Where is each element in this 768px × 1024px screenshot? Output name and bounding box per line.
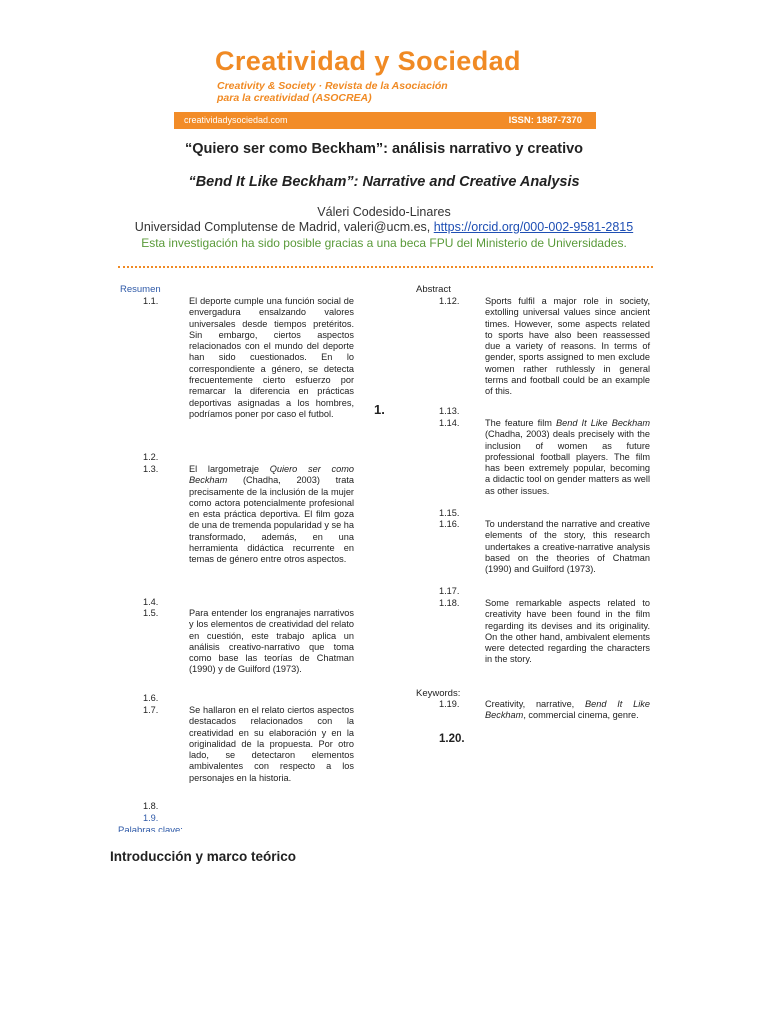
resumen-paragraph <box>189 464 354 566</box>
abstract-paragraph: To understand the narrative and creative elements of the story, this research undertakes a creative-narrative analysis based on the theories of Chatman (1990) and Guilford (1973). <box>485 519 650 575</box>
list-number: 1.2. <box>143 452 159 462</box>
list-number: 1.1. <box>143 296 159 306</box>
list-number: 1.15. <box>439 508 460 518</box>
list-number: 1.5. <box>143 608 159 618</box>
journal-title: Creatividad y Sociedad <box>215 46 521 76</box>
list-number: 1.4. <box>143 597 159 607</box>
text-run: (Chadha, 2003) trata precisamente de la inclusión de la mujer como actora potencialmente profesional en esta práctica deportiva. El film goza de una de tremenda popularidad y se ha transformado, además, en una herramienta didáctica recurrente en temas de género entre otros aspectos. <box>189 475 354 565</box>
affiliation-text: Universidad Complutense de Madrid, valeri@ucm.es, <box>134 220 434 234</box>
list-number: 1.19. <box>439 699 460 709</box>
keywords-heading: Keywords: <box>416 688 461 699</box>
list-number: 1.13. <box>439 406 460 416</box>
list-number: 1.14. <box>439 418 460 428</box>
list-number-large: 1. <box>374 402 385 417</box>
article-title-spanish: “Quiero ser como Beckham”: análisis narrativo y creativo <box>184 141 584 157</box>
keywords-list <box>485 699 650 722</box>
film-title: Quiero ser como Beckham <box>189 464 354 486</box>
abstract-paragraph: Some remarkable aspects related to creativity have been found in the film regarding its devises and its originality. On the other hand, ambivalent elements were detected regarding the characters in the story. <box>485 598 650 665</box>
author-affiliation <box>0 220 768 234</box>
resumen-paragraph: Para entender los engranajes narrativos y los elementos de creatividad del relato en cuestión, este trabajo aplica un análisis creativo-narrativo que toma como base las teorías de Chatman (1990) y de Guilford (1973). <box>189 608 354 675</box>
list-number: 1.3. <box>143 464 159 474</box>
journal-subtitle-line-2: para la creatividad (ASOCREA) <box>217 92 372 104</box>
resumen-paragraph: Se hallaron en el relato ciertos aspectos destacados relacionados con la creatividad en su elaboración y en la originalidad de la propuesta. Por otro lado, se detectaron elementos ambivalentes con respecto a los personajes en la historia. <box>189 705 354 783</box>
journal-subtitle-line-1: Creativity & Society · Revista de la Asociación <box>217 80 448 92</box>
abstract-paragraph: Sports fulfil a major role in society, extolling universal values since ancient times. However, some aspects related to sports have also been reassessed due a variety of reasons. In terms of gender, sports assigned to men exclude women rather ruthlessly in general terms and football could be an example of this. <box>485 296 650 397</box>
abstract-heading: Abstract <box>416 284 451 295</box>
text-run: The feature film <box>485 418 556 428</box>
journal-subtitle <box>217 80 517 104</box>
text-run: El largometraje <box>189 464 270 474</box>
article-author: Váleri Codesido-Linares <box>317 205 451 219</box>
abstract-paragraph <box>485 418 650 497</box>
resumen-paragraph: El deporte cumple una función social de envergadura ensalzando valores universales desde tiempos pretéritos. Sin embargo, ciertos aspectos relacionados con el mundo del deporte han sido cuestionados. En lo correspondiente a género, se detecta frecuentemente cierto esfuerzo por remarcar la diferencia en prácticas deportivas asignadas a los hombres, podríamos poner por caso el futbol. <box>189 296 354 419</box>
section-heading: Introducción y marco teórico <box>110 849 297 864</box>
list-number: 1.8. <box>143 801 159 811</box>
list-number-large: 1.20. <box>439 733 465 745</box>
list-number: 1.7. <box>143 705 159 715</box>
list-number: 1.17. <box>439 586 460 596</box>
list-number: 1.16. <box>439 519 460 529</box>
text-run: Creativity, narrative, <box>485 699 586 709</box>
film-title: Bend It Like Beckham <box>485 699 650 721</box>
text-run: (Chadha, 2003) deals precisely with the inclusion of women as future professional football players. The film has been extremely popular, becoming a didactic tool on gender matters as well as other issues. <box>485 429 650 496</box>
text-run: , commercial cinema, genre. <box>523 710 639 721</box>
article-title-english: “Bend It Like Beckham”: Narrative and Creative Analysis <box>188 174 580 190</box>
palabras-clave-heading: Palabras clave: <box>118 825 183 832</box>
list-number: 1.6. <box>143 693 159 703</box>
journal-website[interactable]: creatividadysociedad.com <box>184 115 288 125</box>
list-number: 1.9. <box>143 813 159 823</box>
funding-note: Esta investigación ha sido posible gracias a una beca FPU del Ministerio de Universidades. <box>141 236 627 250</box>
resumen-heading: Resumen <box>120 284 161 295</box>
header-bar <box>174 112 596 129</box>
dotted-divider <box>118 266 653 268</box>
journal-issn: ISSN: 1887-7370 <box>508 115 582 126</box>
film-title: Bend It Like Beckham <box>556 418 650 428</box>
orcid-link[interactable]: https://orcid.org/000-002-9581-2815 <box>433 220 634 234</box>
list-number: 1.12. <box>439 296 460 306</box>
list-number: 1.18. <box>439 598 460 608</box>
